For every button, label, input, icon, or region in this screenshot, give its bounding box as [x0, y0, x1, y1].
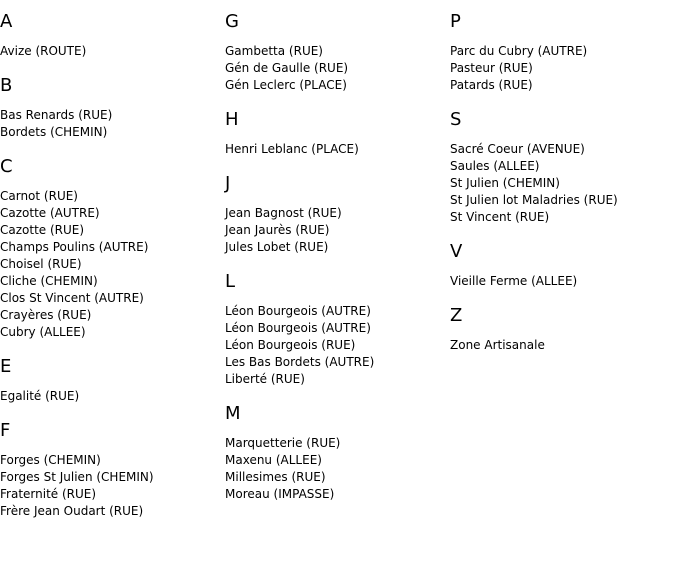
street-link[interactable]: Gén de Gaulle (RUE) [225, 61, 349, 75]
street-link[interactable]: Gén Leclerc (PLACE) [225, 78, 347, 92]
street-list [225, 43, 450, 94]
street-link[interactable]: Millesimes (RUE) [225, 470, 326, 484]
street-link[interactable]: Moreau (IMPASSE) [225, 487, 335, 501]
street-link[interactable]: Henri Leblanc (PLACE) [225, 142, 359, 156]
street-link[interactable]: Parc du Cubry (AUTRE) [450, 44, 588, 58]
street-list [0, 388, 225, 405]
street-link[interactable]: Léon Bourgeois (AUTRE) [225, 321, 371, 335]
street-list [0, 43, 225, 60]
street-link[interactable]: Cazotte (AUTRE) [0, 206, 100, 220]
letter-group-c [0, 157, 225, 341]
letter-heading: Z [450, 305, 463, 326]
letter-group-m [225, 404, 450, 503]
street-link[interactable]: Marquetterie (RUE) [225, 436, 341, 450]
letter-heading: P [450, 11, 461, 32]
street-link[interactable]: Jules Lobet (RUE) [225, 240, 329, 254]
street-link[interactable]: Carnot (RUE) [0, 189, 78, 203]
street-list [225, 141, 450, 158]
letter-heading: S [450, 109, 462, 130]
street-list [450, 337, 675, 354]
street-link[interactable]: Forges St Julien (CHEMIN) [0, 470, 154, 484]
letter-heading: L [225, 271, 236, 292]
index-column-1 [0, 0, 225, 520]
letter-group-j [225, 174, 450, 256]
index-column-3 [450, 0, 675, 354]
street-link[interactable]: Cliche (CHEMIN) [0, 274, 98, 288]
street-link[interactable]: Cubry (ALLEE) [0, 325, 86, 339]
letter-group-v [450, 242, 675, 290]
street-link[interactable]: St Julien (CHEMIN) [450, 176, 560, 190]
letter-group-e [0, 357, 225, 405]
letter-group-z [450, 306, 675, 354]
street-link[interactable]: Gambetta (RUE) [225, 44, 323, 58]
letter-group-f [0, 421, 225, 520]
street-list [450, 43, 675, 94]
letter-heading: E [0, 356, 12, 377]
letter-heading: A [0, 11, 13, 32]
street-link[interactable]: Jean Bagnost (RUE) [225, 206, 342, 220]
street-link[interactable]: Frère Jean Oudart (RUE) [0, 504, 144, 518]
street-link[interactable]: Léon Bourgeois (AUTRE) [225, 304, 371, 318]
street-link[interactable]: Vieille Ferme (ALLEE) [450, 274, 578, 288]
street-link[interactable]: Fraternité (RUE) [0, 487, 97, 501]
street-link[interactable]: Bordets (CHEMIN) [0, 125, 108, 139]
letter-heading: V [450, 241, 463, 262]
street-list [450, 273, 675, 290]
street-link[interactable]: Champs Poulins (AUTRE) [0, 240, 149, 254]
street-list [0, 107, 225, 141]
street-link[interactable]: Les Bas Bordets (AUTRE) [225, 355, 375, 369]
letter-group-l [225, 272, 450, 388]
street-link[interactable]: Avize (ROUTE) [0, 44, 87, 58]
street-list [225, 303, 450, 388]
street-list [225, 435, 450, 503]
letter-group-h [225, 110, 450, 158]
letter-heading: C [0, 156, 13, 177]
letter-heading: G [225, 11, 239, 32]
street-link[interactable]: Bas Renards (RUE) [0, 108, 113, 122]
street-link[interactable]: Cazotte (RUE) [0, 223, 85, 237]
street-link[interactable]: Patards (RUE) [450, 78, 533, 92]
street-list [450, 141, 675, 226]
letter-group-a [0, 12, 225, 60]
letter-group-b [0, 76, 225, 141]
letter-group-g [225, 12, 450, 94]
street-list [0, 452, 225, 520]
street-link[interactable]: Pasteur (RUE) [450, 61, 533, 75]
letter-heading: H [225, 109, 239, 130]
street-link[interactable]: Jean Jaurès (RUE) [225, 223, 330, 237]
street-link[interactable]: St Julien lot Maladries (RUE) [450, 193, 618, 207]
street-link[interactable]: St Vincent (RUE) [450, 210, 550, 224]
letter-group-s [450, 110, 675, 226]
letter-group-p [450, 12, 675, 94]
street-link[interactable]: Crayères (RUE) [0, 308, 92, 322]
street-link[interactable]: Egalité (RUE) [0, 389, 80, 403]
letter-heading: B [0, 75, 13, 96]
street-list [0, 188, 225, 341]
street-link[interactable]: Clos St Vincent (AUTRE) [0, 291, 144, 305]
street-link[interactable]: Sacré Coeur (AVENUE) [450, 142, 585, 156]
street-list [225, 205, 450, 256]
street-link[interactable]: Maxenu (ALLEE) [225, 453, 322, 467]
street-link[interactable]: Léon Bourgeois (RUE) [225, 338, 356, 352]
street-link[interactable]: Liberté (RUE) [225, 372, 305, 386]
street-link[interactable]: Saules (ALLEE) [450, 159, 540, 173]
street-link[interactable]: Forges (CHEMIN) [0, 453, 101, 467]
index-column-2 [225, 0, 450, 503]
letter-heading: J [225, 173, 231, 194]
letter-heading: F [0, 420, 11, 441]
street-link[interactable]: Zone Artisanale [450, 338, 545, 352]
letter-heading: M [225, 403, 241, 424]
street-link[interactable]: Choisel (RUE) [0, 257, 82, 271]
